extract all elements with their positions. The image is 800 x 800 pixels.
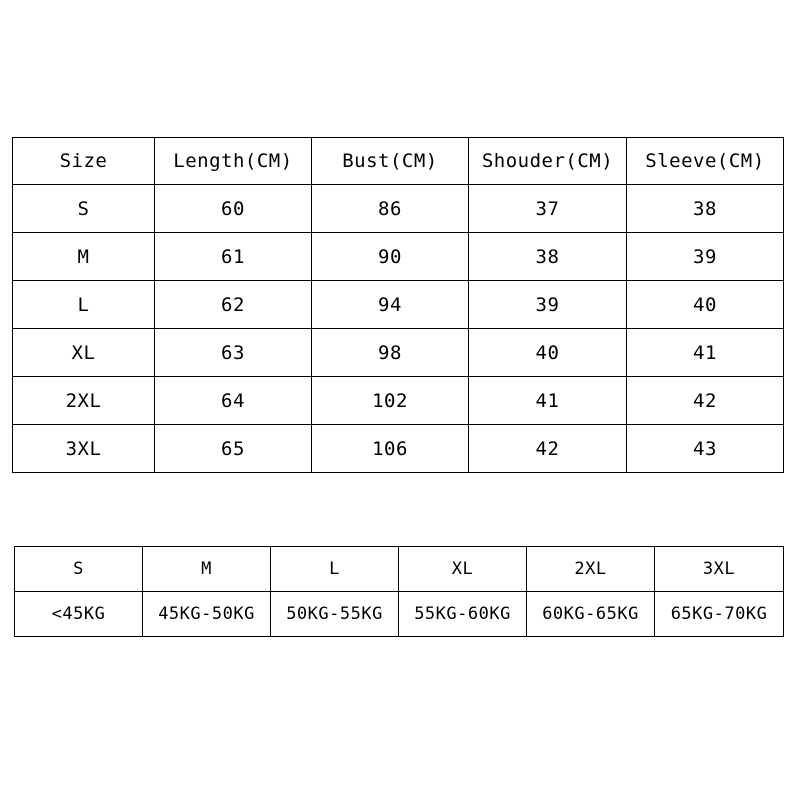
weight-range-row — [15, 592, 784, 637]
weight-size-cell: 2XL — [527, 547, 655, 592]
cell-length: 60 — [155, 185, 312, 233]
cell-sleeve: 43 — [627, 425, 784, 473]
cell-bust: 94 — [312, 281, 469, 329]
cell-shoulder: 41 — [469, 377, 627, 425]
cell-bust: 102 — [312, 377, 469, 425]
table-row — [13, 377, 784, 425]
header-sleeve: Sleeve(CM) — [627, 138, 784, 185]
table-row — [13, 233, 784, 281]
cell-size: 2XL — [13, 377, 155, 425]
table-row — [13, 185, 784, 233]
cell-shoulder: 38 — [469, 233, 627, 281]
table-row — [13, 281, 784, 329]
weight-size-cell: L — [271, 547, 399, 592]
weight-range-cell: <45KG — [15, 592, 143, 637]
cell-bust: 90 — [312, 233, 469, 281]
cell-size: XL — [13, 329, 155, 377]
cell-size: M — [13, 233, 155, 281]
weight-size-cell: XL — [399, 547, 527, 592]
cell-bust: 106 — [312, 425, 469, 473]
cell-shoulder: 37 — [469, 185, 627, 233]
cell-shoulder: 42 — [469, 425, 627, 473]
cell-length: 62 — [155, 281, 312, 329]
cell-shoulder: 40 — [469, 329, 627, 377]
weight-size-cell: 3XL — [655, 547, 784, 592]
cell-sleeve: 38 — [627, 185, 784, 233]
table-row — [13, 425, 784, 473]
header-shoulder: Shouder(CM) — [469, 138, 627, 185]
cell-length: 65 — [155, 425, 312, 473]
header-size: Size — [13, 138, 155, 185]
cell-shoulder: 39 — [469, 281, 627, 329]
header-bust: Bust(CM) — [312, 138, 469, 185]
cell-length: 63 — [155, 329, 312, 377]
weight-range-cell: 45KG-50KG — [143, 592, 271, 637]
weight-range-cell: 60KG-65KG — [527, 592, 655, 637]
cell-size: L — [13, 281, 155, 329]
weight-size-cell: S — [15, 547, 143, 592]
cell-length: 64 — [155, 377, 312, 425]
header-length: Length(CM) — [155, 138, 312, 185]
cell-sleeve: 40 — [627, 281, 784, 329]
weight-range-cell: 50KG-55KG — [271, 592, 399, 637]
cell-size: 3XL — [13, 425, 155, 473]
cell-size: S — [13, 185, 155, 233]
cell-sleeve: 41 — [627, 329, 784, 377]
weight-size-row — [15, 547, 784, 592]
table-row — [13, 329, 784, 377]
cell-sleeve: 42 — [627, 377, 784, 425]
weight-size-cell: M — [143, 547, 271, 592]
weight-chart-table — [14, 546, 784, 637]
cell-sleeve: 39 — [627, 233, 784, 281]
size-chart-header-row — [13, 138, 784, 185]
cell-length: 61 — [155, 233, 312, 281]
cell-bust: 86 — [312, 185, 469, 233]
cell-bust: 98 — [312, 329, 469, 377]
weight-range-cell: 65KG-70KG — [655, 592, 784, 637]
size-chart-table — [12, 137, 784, 473]
weight-range-cell: 55KG-60KG — [399, 592, 527, 637]
